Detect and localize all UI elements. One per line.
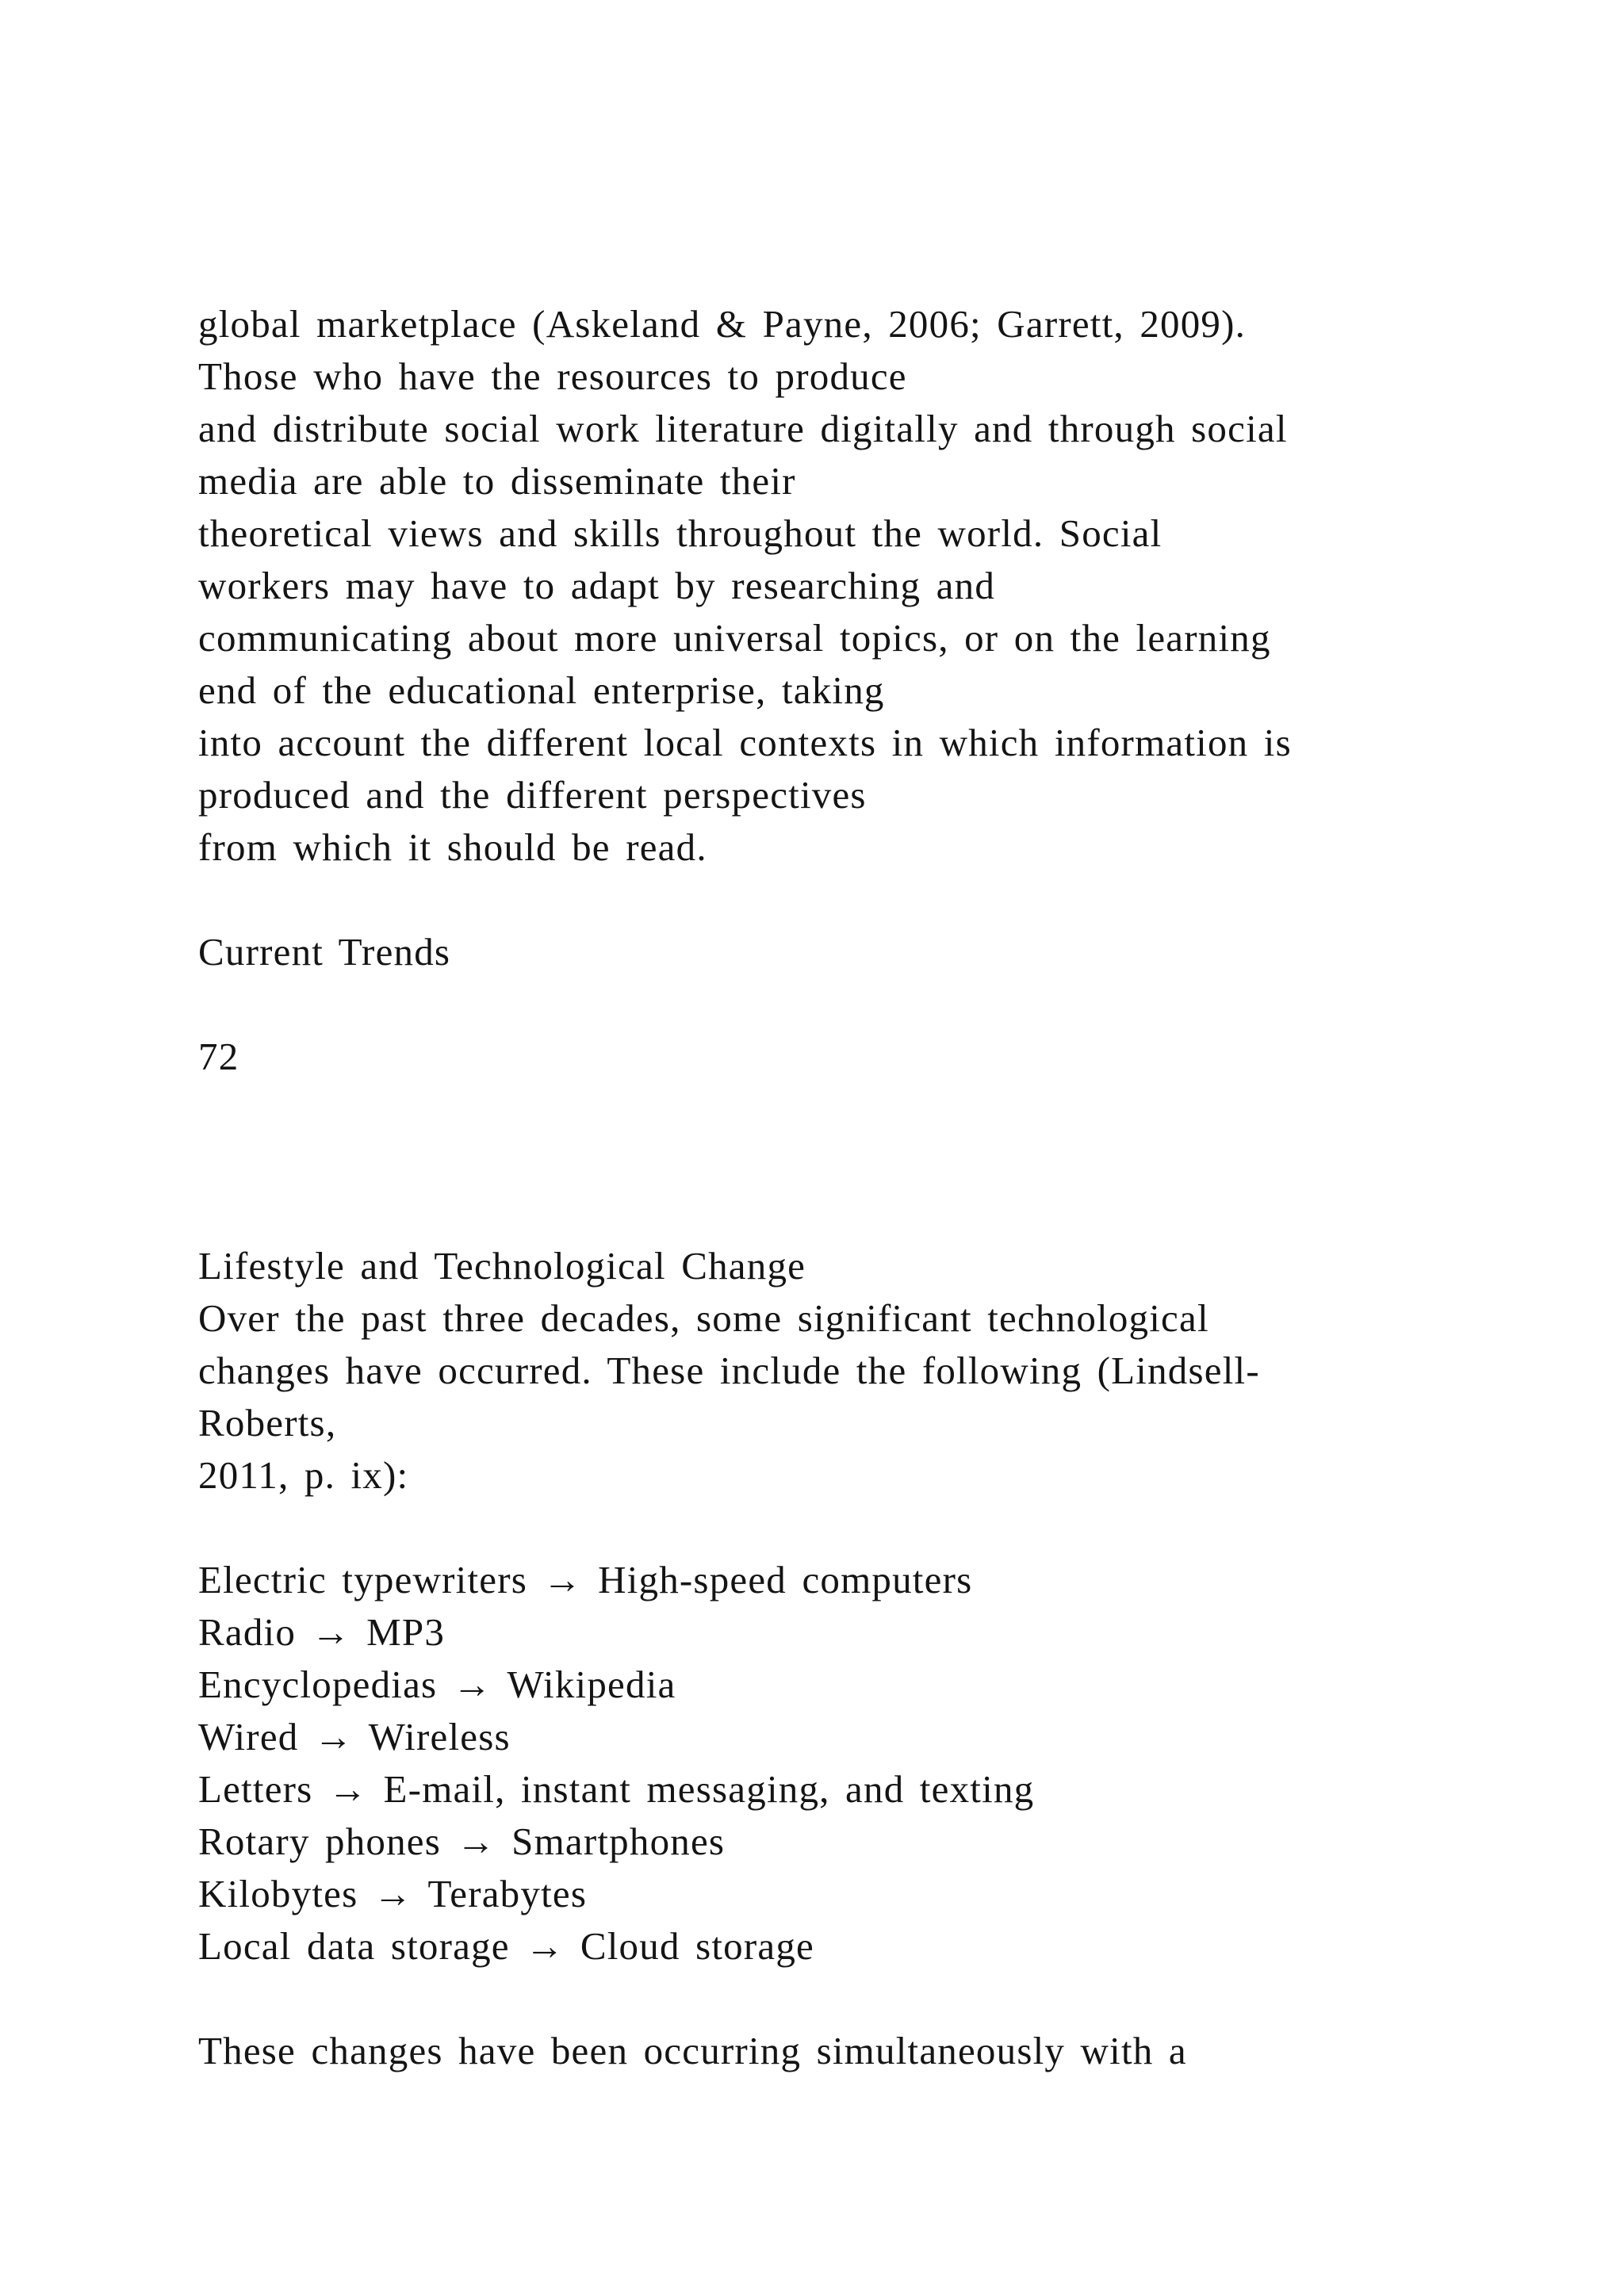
body-text-line: Over the past three decades, some significant technological bbox=[198, 1296, 1209, 1340]
section-heading: Lifestyle and Technological Change bbox=[198, 1244, 806, 1288]
body-text-line: media are able to disseminate their bbox=[198, 459, 796, 503]
body-text-line: 2011, p. ix): bbox=[198, 1453, 409, 1497]
change-list-item: Electric typewriters → High-speed computers bbox=[198, 1558, 973, 1601]
page-number: 72 bbox=[198, 1035, 239, 1078]
change-list-item: Rotary phones → Smartphones bbox=[198, 1820, 726, 1863]
body-text-line: communicating about more universal topics, or on the learning bbox=[198, 616, 1271, 660]
body-text-line: workers may have to adapt by researching and bbox=[198, 564, 996, 607]
body-text-line: Those who have the resources to produce bbox=[198, 354, 907, 398]
change-list-item: Local data storage → Cloud storage bbox=[198, 1924, 814, 1968]
change-list-item: Encyclopedias → Wikipedia bbox=[198, 1663, 676, 1706]
body-text-line: into account the different local contexts in which information is bbox=[198, 721, 1292, 764]
body-text-line: end of the educational enterprise, taking bbox=[198, 668, 885, 712]
body-text-line: from which it should be read. bbox=[198, 825, 707, 869]
body-text-line: Roberts, bbox=[198, 1401, 337, 1445]
body-text-line: These changes have been occurring simultaneously with a bbox=[198, 2029, 1187, 2072]
body-text-line: and distribute social work literature digitally and through social bbox=[198, 407, 1288, 450]
change-list-item: Wired → Wireless bbox=[198, 1715, 511, 1758]
change-list-item: Kilobytes → Terabytes bbox=[198, 1872, 588, 1915]
body-text-line: produced and the different perspectives bbox=[198, 773, 867, 817]
change-list-item: Radio → MP3 bbox=[198, 1610, 446, 1654]
change-list-item: Letters → E-mail, instant messaging, and texting bbox=[198, 1767, 1035, 1811]
body-text-line: changes have occurred. These include the following (Lindsell- bbox=[198, 1349, 1260, 1392]
running-head: Current Trends bbox=[198, 930, 451, 974]
body-text-line: theoretical views and skills throughout the world. Social bbox=[198, 511, 1162, 555]
body-text-line: global marketplace (Askeland & Payne, 2006; Garrett, 2009). bbox=[198, 302, 1247, 346]
